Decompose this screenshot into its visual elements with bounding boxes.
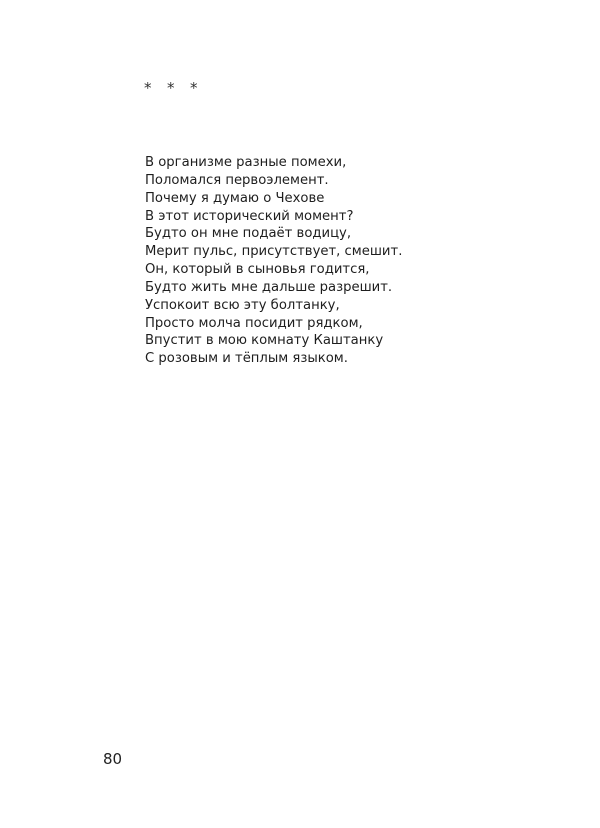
poem <box>145 154 402 368</box>
poem-line: Будто жить мне дальше разрешит. <box>145 279 393 295</box>
poem-line: Поломался первоэлемент. <box>145 172 329 188</box>
asterisk: * <box>190 79 198 97</box>
poem-line: С розовым и тёплым языком. <box>145 351 348 367</box>
poem-line: Почему я думаю о Чехове <box>145 190 325 206</box>
asterisk: * <box>167 79 175 97</box>
poem-line: В организме разные помехи, <box>145 155 347 170</box>
poem-line: Будто он мне подаёт водицу, <box>145 226 352 242</box>
asterisk: * <box>144 79 152 97</box>
poem-line: Успокоит всю эту болтанку, <box>145 297 340 313</box>
section-separator <box>144 79 213 97</box>
poem-line: Мерит пульс, присутствует, смешит. <box>145 244 403 260</box>
poem-line: В этот исторический момент? <box>145 208 354 224</box>
page-number: 80 <box>103 750 123 768</box>
poem-line: Просто молча посидит рядком, <box>145 315 363 331</box>
poem-line: Впустит в мою комнату Каштанку <box>145 333 384 349</box>
poem-line: Он, который в сыновья годится, <box>145 262 370 278</box>
